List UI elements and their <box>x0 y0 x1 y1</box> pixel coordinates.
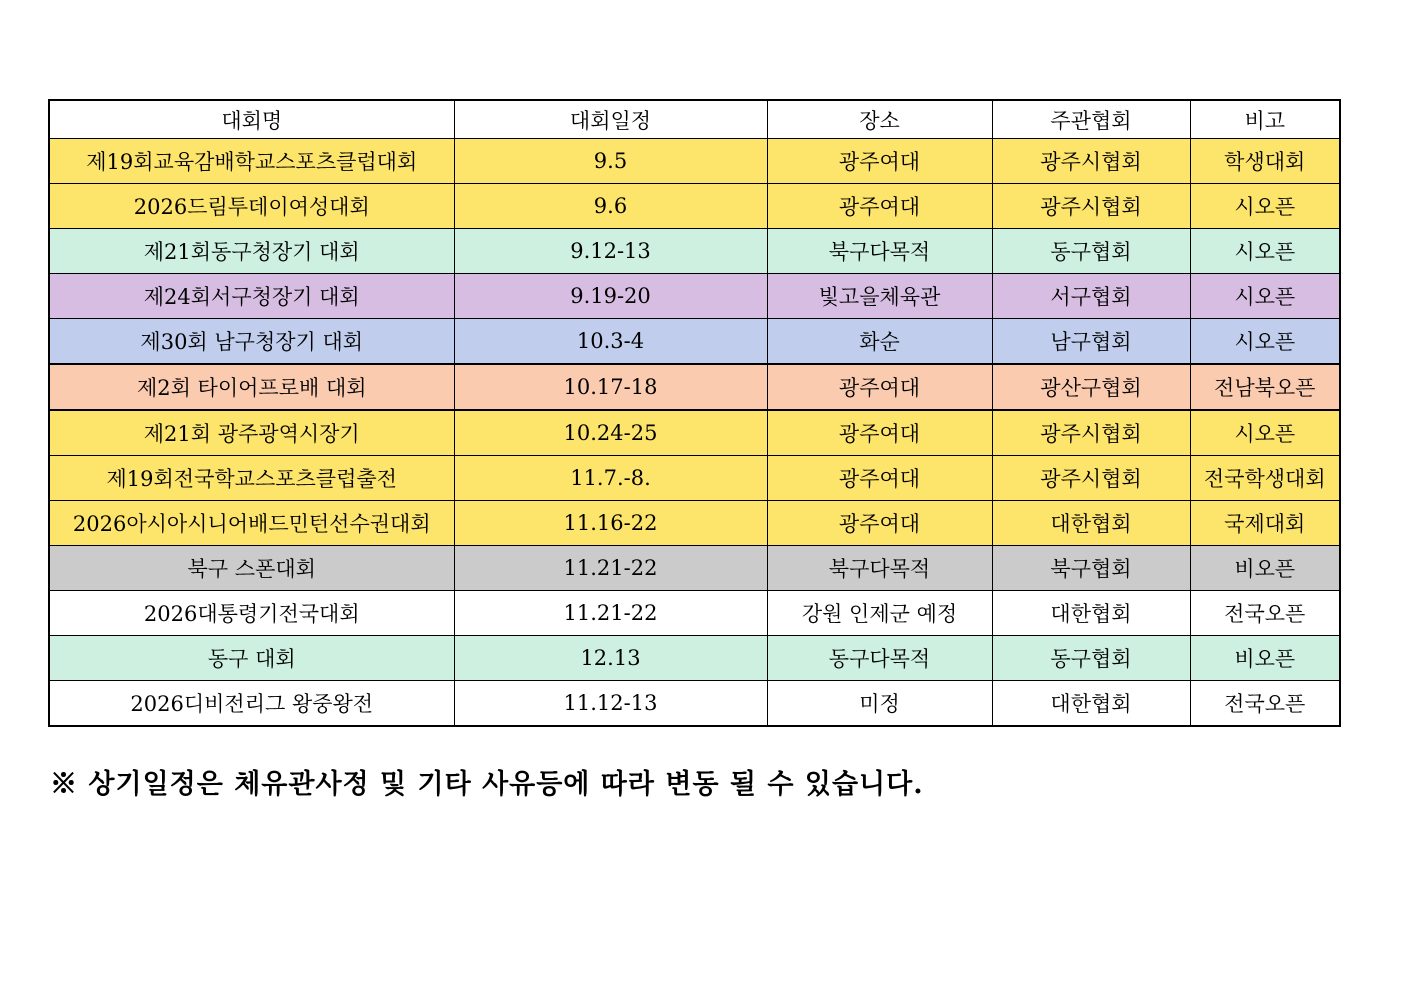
note-cell: 비오픈 <box>1190 636 1340 681</box>
host-association-cell: 동구협회 <box>992 229 1190 274</box>
header-host-association: 주관협회 <box>992 100 1190 139</box>
tournament-name-cell: 제2회 타이어프로배 대회 <box>49 364 454 410</box>
venue-cell: 광주여대 <box>767 456 992 501</box>
venue-cell: 북구다목적 <box>767 546 992 591</box>
schedule-date-cell: 11.21-22 <box>454 546 767 591</box>
venue-cell: 광주여대 <box>767 410 992 456</box>
table-body <box>49 139 1340 727</box>
header-venue: 장소 <box>767 100 992 139</box>
host-association-cell: 대한협회 <box>992 681 1190 727</box>
venue-cell: 빛고을체육관 <box>767 274 992 319</box>
table-row <box>49 456 1340 501</box>
tournament-name-cell: 2026아시아시니어배드민턴선수권대회 <box>49 501 454 546</box>
tournament-name-cell: 제24회서구청장기 대회 <box>49 274 454 319</box>
note-cell: 시오픈 <box>1190 319 1340 365</box>
note-cell: 전남북오픈 <box>1190 364 1340 410</box>
venue-cell: 북구다목적 <box>767 229 992 274</box>
table-row <box>49 364 1340 410</box>
table-row <box>49 501 1340 546</box>
venue-cell: 미정 <box>767 681 992 727</box>
note-cell: 시오픈 <box>1190 229 1340 274</box>
tournament-name-cell: 북구 스폰대회 <box>49 546 454 591</box>
tournament-name-cell: 2026디비전리그 왕중왕전 <box>49 681 454 727</box>
table-row <box>49 319 1340 365</box>
host-association-cell: 대한협회 <box>992 591 1190 636</box>
header-note: 비고 <box>1190 100 1340 139</box>
header-tournament-name: 대회명 <box>49 100 454 139</box>
table-row <box>49 681 1340 727</box>
table-row <box>49 184 1340 229</box>
venue-cell: 동구다목적 <box>767 636 992 681</box>
note-cell: 국제대회 <box>1190 501 1340 546</box>
host-association-cell: 동구협회 <box>992 636 1190 681</box>
venue-cell: 광주여대 <box>767 139 992 184</box>
table-row <box>49 636 1340 681</box>
venue-cell: 강원 인제군 예정 <box>767 591 992 636</box>
tournament-name-cell: 제19회교육감배학교스포츠클럽대회 <box>49 139 454 184</box>
note-cell: 비오픈 <box>1190 546 1340 591</box>
table-row <box>49 229 1340 274</box>
host-association-cell: 북구협회 <box>992 546 1190 591</box>
schedule-change-notice: ※ 상기일정은 체유관사정 및 기타 사유등에 따라 변동 될 수 있습니다. <box>50 769 924 800</box>
note-cell: 전국학생대회 <box>1190 456 1340 501</box>
tournament-name-cell: 2026대통령기전국대회 <box>49 591 454 636</box>
note-cell: 시오픈 <box>1190 184 1340 229</box>
note-cell: 시오픈 <box>1190 410 1340 456</box>
table-header-row <box>49 100 1340 139</box>
tournament-name-cell: 2026드림투데이여성대회 <box>49 184 454 229</box>
schedule-date-cell: 9.19-20 <box>454 274 767 319</box>
schedule-date-cell: 11.21-22 <box>454 591 767 636</box>
table-row <box>49 139 1340 184</box>
schedule-date-cell: 10.3-4 <box>454 319 767 365</box>
host-association-cell: 광주시협회 <box>992 410 1190 456</box>
note-cell: 시오픈 <box>1190 274 1340 319</box>
host-association-cell: 서구협회 <box>992 274 1190 319</box>
host-association-cell: 남구협회 <box>992 319 1190 365</box>
schedule-date-cell: 12.13 <box>454 636 767 681</box>
tournament-name-cell: 동구 대회 <box>49 636 454 681</box>
table-row <box>49 274 1340 319</box>
tournament-name-cell: 제19회전국학교스포츠클럽출전 <box>49 456 454 501</box>
host-association-cell: 광주시협회 <box>992 184 1190 229</box>
tournament-schedule-table <box>48 99 1341 727</box>
schedule-date-cell: 10.17-18 <box>454 364 767 410</box>
schedule-date-cell: 11.7.-8. <box>454 456 767 501</box>
schedule-date-cell: 9.5 <box>454 139 767 184</box>
schedule-date-cell: 9.12-13 <box>454 229 767 274</box>
venue-cell: 화순 <box>767 319 992 365</box>
venue-cell: 광주여대 <box>767 364 992 410</box>
tournament-name-cell: 제21회 광주광역시장기 <box>49 410 454 456</box>
host-association-cell: 광주시협회 <box>992 139 1190 184</box>
schedule-date-cell: 11.12-13 <box>454 681 767 727</box>
tournament-name-cell: 제30회 남구청장기 대회 <box>49 319 454 365</box>
table-row <box>49 410 1340 456</box>
schedule-date-cell: 9.6 <box>454 184 767 229</box>
venue-cell: 광주여대 <box>767 501 992 546</box>
venue-cell: 광주여대 <box>767 184 992 229</box>
note-cell: 학생대회 <box>1190 139 1340 184</box>
header-schedule: 대회일정 <box>454 100 767 139</box>
host-association-cell: 광주시협회 <box>992 456 1190 501</box>
tournament-name-cell: 제21회동구청장기 대회 <box>49 229 454 274</box>
schedule-date-cell: 10.24-25 <box>454 410 767 456</box>
schedule-date-cell: 11.16-22 <box>454 501 767 546</box>
table-row <box>49 546 1340 591</box>
table-row <box>49 591 1340 636</box>
host-association-cell: 대한협회 <box>992 501 1190 546</box>
note-cell: 전국오픈 <box>1190 591 1340 636</box>
host-association-cell: 광산구협회 <box>992 364 1190 410</box>
note-cell: 전국오픈 <box>1190 681 1340 727</box>
